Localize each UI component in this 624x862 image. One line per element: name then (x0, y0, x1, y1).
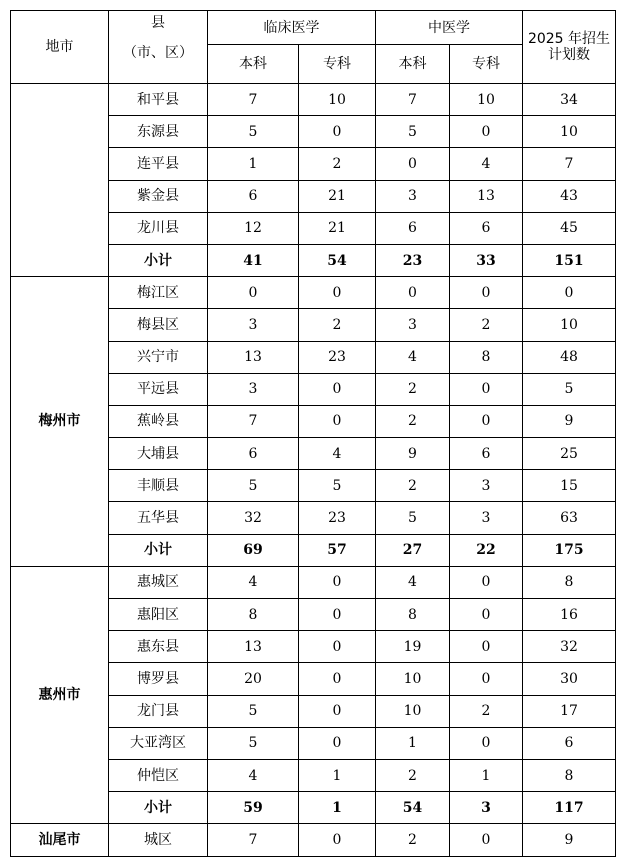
clinical-undergrad-cell: 3 (208, 309, 299, 341)
clinical-junior-cell: 5 (299, 470, 376, 502)
table-row (11, 566, 616, 598)
tcm-junior-cell: 2 (450, 695, 523, 727)
subtotal-tcm-undergrad-cell: 23 (376, 244, 450, 276)
tcm-junior-cell: 0 (450, 599, 523, 631)
clinical-undergrad-cell: 4 (208, 759, 299, 791)
tcm-undergrad-cell: 5 (376, 502, 450, 534)
county-cell: 梅县区 (109, 309, 208, 341)
header-county (109, 11, 208, 84)
subtotal-clinical-junior-cell: 54 (299, 244, 376, 276)
clinical-junior-cell: 0 (299, 663, 376, 695)
tcm-undergrad-cell: 4 (376, 566, 450, 598)
tcm-junior-cell: 6 (450, 212, 523, 244)
tcm-undergrad-cell: 3 (376, 309, 450, 341)
clinical-undergrad-cell: 7 (208, 405, 299, 437)
total-cell: 5 (523, 373, 616, 405)
subtotal-tcm-undergrad-cell: 27 (376, 534, 450, 566)
county-cell: 大亚湾区 (109, 727, 208, 759)
tcm-junior-cell: 0 (450, 566, 523, 598)
tcm-undergrad-cell: 2 (376, 470, 450, 502)
subtotal-total-cell: 151 (523, 244, 616, 276)
subtotal-total-cell: 175 (523, 534, 616, 566)
clinical-junior-cell: 2 (299, 309, 376, 341)
total-cell: 17 (523, 695, 616, 727)
header-total-line2: 计划数 (548, 47, 590, 63)
clinical-junior-cell: 23 (299, 502, 376, 534)
total-cell: 25 (523, 438, 616, 470)
table-body (11, 11, 616, 857)
clinical-junior-cell: 21 (299, 180, 376, 212)
clinical-junior-cell: 0 (299, 727, 376, 759)
clinical-junior-cell: 0 (299, 599, 376, 631)
city-cell (11, 84, 109, 277)
header-total (523, 11, 616, 84)
header-city: 地市 (11, 11, 109, 84)
subtotal-tcm-junior-cell: 3 (450, 792, 523, 824)
subtotal-clinical-undergrad-cell: 59 (208, 792, 299, 824)
tcm-junior-cell: 0 (450, 631, 523, 663)
header-tcm-undergrad: 本科 (376, 45, 450, 84)
subtotal-clinical-junior-cell: 1 (299, 792, 376, 824)
total-cell: 0 (523, 277, 616, 309)
tcm-undergrad-cell: 0 (376, 148, 450, 180)
total-cell: 9 (523, 824, 616, 856)
clinical-undergrad-cell: 7 (208, 84, 299, 116)
tcm-undergrad-cell: 2 (376, 759, 450, 791)
clinical-junior-cell: 0 (299, 695, 376, 727)
total-cell: 7 (523, 148, 616, 180)
total-cell: 63 (523, 502, 616, 534)
county-cell: 惠城区 (109, 566, 208, 598)
tcm-junior-cell: 8 (450, 341, 523, 373)
clinical-junior-cell: 0 (299, 373, 376, 405)
county-cell: 丰顺县 (109, 470, 208, 502)
county-cell: 紫金县 (109, 180, 208, 212)
tcm-junior-cell: 1 (450, 759, 523, 791)
subtotal-label: 小计 (109, 792, 208, 824)
tcm-undergrad-cell: 19 (376, 631, 450, 663)
county-cell: 龙川县 (109, 212, 208, 244)
subtotal-tcm-junior-cell: 22 (450, 534, 523, 566)
clinical-undergrad-cell: 5 (208, 116, 299, 148)
header-tcm: 中医学 (376, 11, 523, 45)
clinical-undergrad-cell: 20 (208, 663, 299, 695)
subtotal-tcm-junior-cell: 33 (450, 244, 523, 276)
clinical-undergrad-cell: 6 (208, 180, 299, 212)
total-cell: 32 (523, 631, 616, 663)
tcm-junior-cell: 0 (450, 373, 523, 405)
clinical-junior-cell: 4 (299, 438, 376, 470)
county-cell: 东源县 (109, 116, 208, 148)
total-cell: 45 (523, 212, 616, 244)
header-clinical-undergrad: 本科 (208, 45, 299, 84)
total-cell: 8 (523, 759, 616, 791)
clinical-junior-cell: 0 (299, 566, 376, 598)
tcm-junior-cell: 0 (450, 727, 523, 759)
header-county-line1: 县 (151, 15, 165, 31)
tcm-junior-cell: 10 (450, 84, 523, 116)
subtotal-total-cell: 117 (523, 792, 616, 824)
total-cell: 10 (523, 309, 616, 341)
county-cell: 梅江区 (109, 277, 208, 309)
county-cell: 城区 (109, 824, 208, 856)
tcm-junior-cell: 0 (450, 277, 523, 309)
city-cell: 汕尾市 (11, 824, 109, 856)
total-cell: 6 (523, 727, 616, 759)
clinical-undergrad-cell: 13 (208, 631, 299, 663)
clinical-undergrad-cell: 3 (208, 373, 299, 405)
tcm-undergrad-cell: 9 (376, 438, 450, 470)
tcm-undergrad-cell: 7 (376, 84, 450, 116)
tcm-undergrad-cell: 3 (376, 180, 450, 212)
clinical-junior-cell: 0 (299, 824, 376, 856)
table-row (11, 277, 616, 309)
tcm-undergrad-cell: 10 (376, 695, 450, 727)
subtotal-clinical-undergrad-cell: 69 (208, 534, 299, 566)
tcm-undergrad-cell: 2 (376, 373, 450, 405)
table-row (11, 824, 616, 856)
total-cell: 9 (523, 405, 616, 437)
clinical-junior-cell: 2 (299, 148, 376, 180)
total-cell: 16 (523, 599, 616, 631)
county-cell: 和平县 (109, 84, 208, 116)
city-cell: 梅州市 (11, 277, 109, 567)
tcm-junior-cell: 0 (450, 116, 523, 148)
clinical-undergrad-cell: 8 (208, 599, 299, 631)
total-cell: 34 (523, 84, 616, 116)
tcm-undergrad-cell: 6 (376, 212, 450, 244)
tcm-undergrad-cell: 10 (376, 663, 450, 695)
subtotal-clinical-junior-cell: 57 (299, 534, 376, 566)
tcm-undergrad-cell: 5 (376, 116, 450, 148)
tcm-undergrad-cell: 2 (376, 405, 450, 437)
tcm-junior-cell: 6 (450, 438, 523, 470)
county-cell: 博罗县 (109, 663, 208, 695)
clinical-junior-cell: 0 (299, 116, 376, 148)
county-cell: 连平县 (109, 148, 208, 180)
clinical-undergrad-cell: 5 (208, 695, 299, 727)
tcm-junior-cell: 0 (450, 405, 523, 437)
tcm-undergrad-cell: 1 (376, 727, 450, 759)
clinical-undergrad-cell: 13 (208, 341, 299, 373)
header-clinical-junior: 专科 (299, 45, 376, 84)
tcm-junior-cell: 2 (450, 309, 523, 341)
tcm-junior-cell: 3 (450, 502, 523, 534)
clinical-junior-cell: 0 (299, 405, 376, 437)
clinical-undergrad-cell: 0 (208, 277, 299, 309)
tcm-undergrad-cell: 8 (376, 599, 450, 631)
clinical-junior-cell: 23 (299, 341, 376, 373)
tcm-junior-cell: 0 (450, 663, 523, 695)
clinical-undergrad-cell: 5 (208, 470, 299, 502)
clinical-undergrad-cell: 7 (208, 824, 299, 856)
county-cell: 惠东县 (109, 631, 208, 663)
clinical-undergrad-cell: 32 (208, 502, 299, 534)
tcm-junior-cell: 3 (450, 470, 523, 502)
subtotal-tcm-undergrad-cell: 54 (376, 792, 450, 824)
clinical-junior-cell: 0 (299, 631, 376, 663)
tcm-junior-cell: 4 (450, 148, 523, 180)
table-row (11, 84, 616, 116)
header-row-1 (11, 11, 616, 45)
header-total-line1: 2025 年招生 (527, 31, 611, 47)
total-cell: 10 (523, 116, 616, 148)
clinical-undergrad-cell: 12 (208, 212, 299, 244)
county-cell: 惠阳区 (109, 599, 208, 631)
clinical-junior-cell: 1 (299, 759, 376, 791)
tcm-junior-cell: 0 (450, 824, 523, 856)
clinical-undergrad-cell: 4 (208, 566, 299, 598)
tcm-undergrad-cell: 4 (376, 341, 450, 373)
subtotal-label: 小计 (109, 534, 208, 566)
subtotal-clinical-undergrad-cell: 41 (208, 244, 299, 276)
county-cell: 仲恺区 (109, 759, 208, 791)
clinical-undergrad-cell: 6 (208, 438, 299, 470)
total-cell: 8 (523, 566, 616, 598)
clinical-undergrad-cell: 5 (208, 727, 299, 759)
tcm-junior-cell: 13 (450, 180, 523, 212)
county-cell: 五华县 (109, 502, 208, 534)
tcm-undergrad-cell: 0 (376, 277, 450, 309)
header-county-line2: （市、区） (123, 45, 193, 61)
total-cell: 48 (523, 341, 616, 373)
county-cell: 大埔县 (109, 438, 208, 470)
enrollment-quota-table (10, 10, 616, 857)
county-cell: 兴宁市 (109, 341, 208, 373)
total-cell: 15 (523, 470, 616, 502)
total-cell: 43 (523, 180, 616, 212)
subtotal-label: 小计 (109, 244, 208, 276)
county-cell: 平远县 (109, 373, 208, 405)
clinical-undergrad-cell: 1 (208, 148, 299, 180)
tcm-undergrad-cell: 2 (376, 824, 450, 856)
city-cell: 惠州市 (11, 566, 109, 824)
clinical-junior-cell: 0 (299, 277, 376, 309)
total-cell: 30 (523, 663, 616, 695)
county-cell: 龙门县 (109, 695, 208, 727)
clinical-junior-cell: 10 (299, 84, 376, 116)
clinical-junior-cell: 21 (299, 212, 376, 244)
header-tcm-junior: 专科 (450, 45, 523, 84)
header-clinical: 临床医学 (208, 11, 376, 45)
county-cell: 蕉岭县 (109, 405, 208, 437)
